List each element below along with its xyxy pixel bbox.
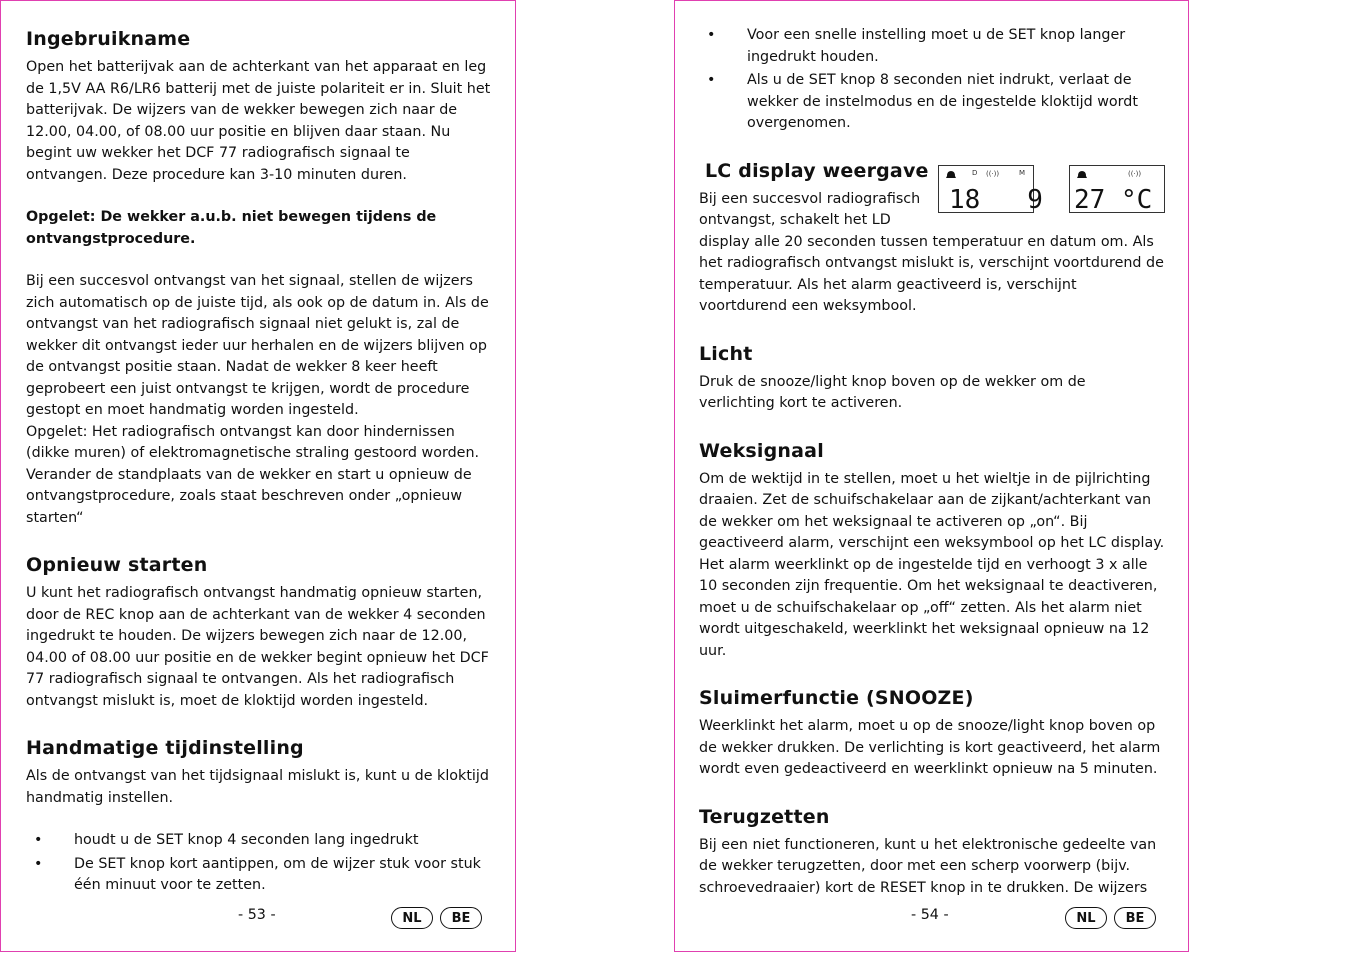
section-title-sluimerfunctie: Sluimerfunctie (SNOOZE) bbox=[699, 687, 974, 709]
paragraph: Weerklinkt het alarm, moet u op de snooze/light knop boven op de wekker drukken. De verlichting is kort geactiveerd, het alarm wordt even gedeactiveerd en weerklinkt opnieuw na 5 minuten. bbox=[699, 718, 1161, 777]
section-title-terugzetten: Terugzetten bbox=[699, 805, 830, 828]
lcd-date-digits: 18 9 bbox=[949, 185, 1043, 215]
list-item: • Voor een snelle instelling moet u de SET knop langer ingedrukt houden. bbox=[707, 27, 1126, 65]
signal-icon: ((·)) bbox=[986, 170, 1000, 178]
page-number: - 54 - bbox=[911, 907, 949, 923]
language-badge-be: BE bbox=[1114, 907, 1156, 929]
bullet-icon: • bbox=[707, 27, 716, 43]
section-title-lc-display: LC display weergave bbox=[705, 159, 929, 182]
paragraph: Als de ontvangst van het tijdsignaal mislukt is, kunt u de kloktijd handmatig instellen. bbox=[26, 768, 489, 806]
lcd-date-display bbox=[938, 165, 1043, 215]
bullet-icon: • bbox=[34, 855, 43, 872]
section-title-handmatige-tijdinstelling: Handmatige tijdinstelling bbox=[26, 737, 304, 759]
paragraph: Open het batterijvak aan de achterkant van het apparaat en leg de 1,5V AA R6/LR6 batterij met de juiste polariteit er in. Sluit het batterijvak. De wijzers van de wekker bewegen zich naar de 12.00, 04.00, of 08.00 uur positie en blijven daar staan. Nu begint uw wekker het DCF 77 radiografisch signaal te ontvangen. Deze procedure kan 3-10 minuten duren. bbox=[26, 59, 491, 183]
section-title-licht: Licht bbox=[699, 342, 753, 365]
paragraph: Bij een niet functioneren, kunt u het elektronische gedeelte van de wekker terugzetten, door met een scherp voorwerp (bijv. schroevedraaier) kort de RESET knop in te drukken. De wijzers bbox=[699, 836, 1157, 896]
lcd-temperature-digits: 27 °C bbox=[1074, 185, 1153, 215]
page-number: - 53 - bbox=[238, 907, 276, 923]
bell-icon bbox=[1077, 171, 1087, 178]
language-badge-nl: NL bbox=[1065, 907, 1107, 929]
section-title-opnieuw-starten: Opnieuw starten bbox=[26, 554, 208, 576]
lcd-date-graphic bbox=[939, 166, 1043, 215]
paragraph: Bij een succesvol radiografisch ontvangst, schakelt het LD bbox=[699, 190, 921, 228]
bell-icon bbox=[946, 171, 956, 178]
lcd-label-m: M bbox=[1019, 169, 1026, 177]
paragraph: Bij een succesvol ontvangst van het signaal, stellen de wijzers zich automatisch op de juiste tijd, als ook op de datum in. Als de ontvangst van het radiografisch signaal niet gelukt is, zal de wekker dit ontvangst ieder uur herhalen en de wijzers blijven op de ontvangst positie staan. Nadat de wekker 8 keer heeft geprobeert een juist ontvangst te krijgen, wordt de procedure gestopt en moet handmatig worden ingesteld. bbox=[26, 273, 489, 418]
paragraph: Druk de snooze/light knop boven op de wekker om de verlichting kort te activeren. bbox=[699, 373, 1086, 411]
right-page-content bbox=[699, 25, 1165, 899]
paragraph: Opgelet: Het radiografisch ontvangst kan door hindernissen (dikke muren) of elektromagnetische straling gestoord worden. Verander de standplaats van de wekker en start u opnieuw de ontvangstprocedure, zoals staat beschreven onder „opnieuw starten“ bbox=[26, 423, 480, 526]
lcd-label-d: D bbox=[972, 169, 978, 177]
list-item: • houdt u de SET knop 4 seconden lang ingedrukt bbox=[26, 830, 492, 852]
section-title-ingebruikname: Ingebruikname bbox=[26, 28, 191, 50]
lcd-temperature-graphic bbox=[1070, 166, 1164, 215]
paragraph: U kunt het radiografisch ontvangst handmatig opnieuw starten, door de REC knop aan de achterkant van de wekker 4 seconden ingedrukt te houden. De wijzers bewegen zich naar de 12.00, 04.00 of 08.00 uur positie en de wekker begint opnieuw het DCF 77 radiografisch signaal te ontvangen. Als het radiografisch ontvangst mislukt is, moet de kloktijd worden ingesteld. bbox=[26, 585, 489, 709]
list-item: • De SET knop kort aantippen, om de wijzer stuk voor stuk één minuut voor te zetten. bbox=[34, 855, 481, 893]
language-badge-be: BE bbox=[440, 907, 482, 929]
signal-icon: ((·)) bbox=[1128, 170, 1142, 178]
warning-text: Opgelet: De wekker a.u.b. niet bewegen tijdens de ontvangstprocedure. bbox=[26, 209, 437, 247]
list-item: • Als u de SET knop 8 seconden niet indrukt, verlaat de wekker de instelmodus en de ingestelde kloktijd wordt overgenomen. bbox=[707, 72, 1138, 131]
left-page-content bbox=[26, 27, 492, 899]
bullet-list bbox=[26, 830, 492, 897]
paragraph: Om de wektijd in te stellen, moet u het wieltje in de pijlrichting draaien. Zet de schuifschakelaar aan de zijkant/achterkant van de wekker om het weksignaal te activeren op „on“. Bij geactiveerd alarm, verschijnt een weksymbool op het LC display. Het alarm weerklinkt op de ingestelde tijd en verhoogt 3 x alle 10 seconden zijn frequentie. Om het weksignaal te deactiveren, moet u de schuifschakelaar op „off“ zetten. Als het alarm niet wordt uitgeschakeld, weerklinkt het weksignaal opnieuw na 12 uur. bbox=[699, 470, 1165, 659]
bullet-list bbox=[699, 25, 1165, 135]
paragraph: display alle 20 seconden tussen temperatuur en datum om. Als het radiografisch ontvangst mislukt is, verschijnt voortdurend de temperatuur. Als het alarm geactiveerd is, verschijnt voortdurend een weksymbool. bbox=[699, 233, 1164, 314]
left-page bbox=[0, 0, 516, 952]
lcd-temperature-display bbox=[1069, 165, 1165, 213]
bullet-icon: • bbox=[34, 832, 43, 848]
section-title-weksignaal: Weksignaal bbox=[699, 439, 824, 462]
right-page bbox=[674, 0, 1189, 952]
language-badge-nl: NL bbox=[391, 907, 433, 929]
bullet-icon: • bbox=[707, 72, 716, 88]
